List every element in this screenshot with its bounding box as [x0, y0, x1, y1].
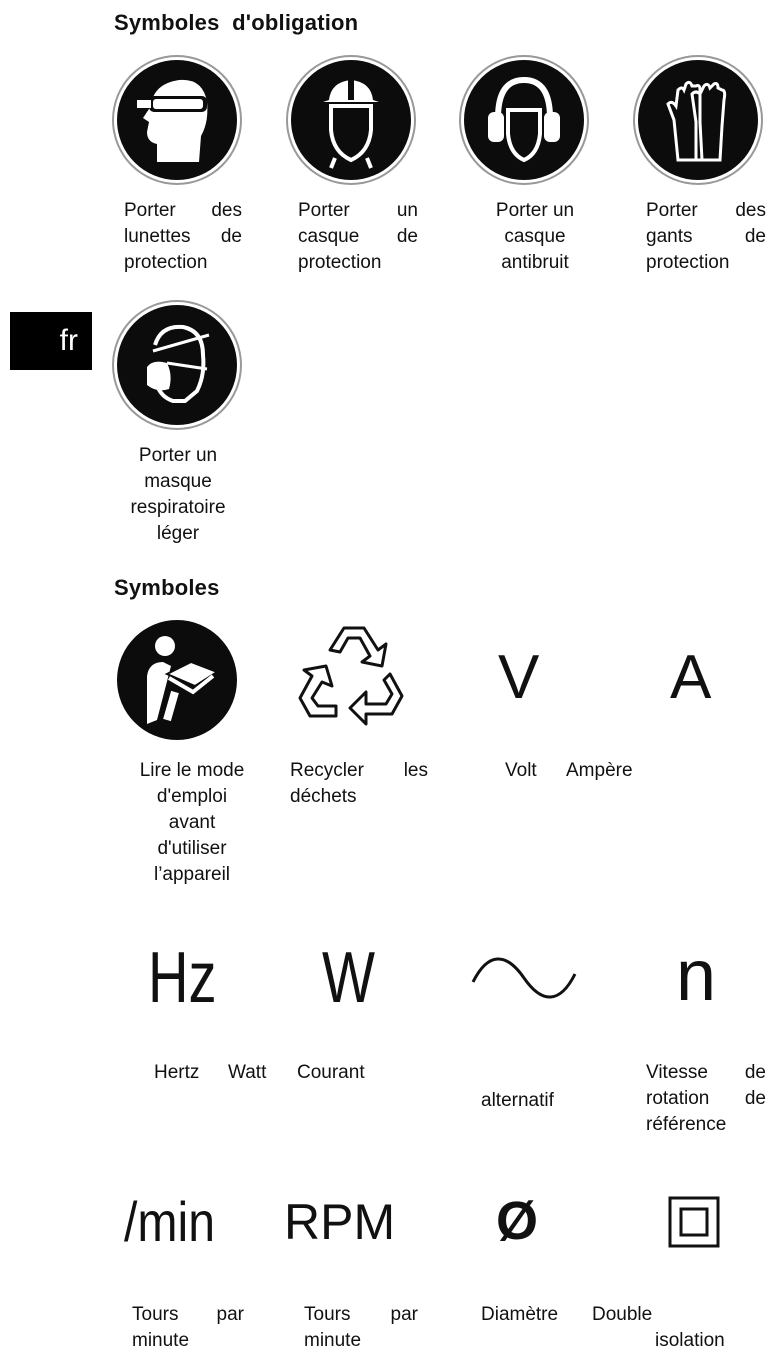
- language-tab: fr: [10, 312, 92, 370]
- hertz-symbol: Hz: [148, 938, 217, 1018]
- read-manual-icon: [117, 620, 237, 740]
- current-caption-line2: alternatif: [481, 1090, 554, 1111]
- alternating-current-icon: [470, 950, 578, 1006]
- diameter-caption: Diamètre: [481, 1304, 559, 1325]
- symbols-heading: Symboles: [114, 575, 220, 600]
- recycle-caption: Recycler les déchets: [290, 760, 428, 807]
- read-manual-caption: Lire le mode d'emploi avant d'utiliser l’appareil: [139, 760, 245, 885]
- rpm-caption: Tours par minute: [304, 1304, 418, 1351]
- watt-caption: Watt: [228, 1062, 267, 1083]
- double-insulation-icon: [668, 1196, 720, 1248]
- volt-symbol: V: [498, 643, 540, 712]
- hard-hat-icon: [291, 60, 411, 180]
- speed-symbol: n: [676, 936, 717, 1016]
- ampere-caption: Ampère: [566, 760, 633, 781]
- respirator-mask-icon: [117, 305, 237, 425]
- gloves-icon: [638, 60, 758, 180]
- goggles-caption: Porter des lunettes de protection: [124, 200, 242, 273]
- per-minute-symbol: /min: [124, 1190, 215, 1253]
- hard-hat-caption: Porter un casque de protection: [298, 200, 418, 273]
- ear-protection-icon: [464, 60, 584, 180]
- watt-symbol: W: [322, 938, 376, 1018]
- rpm-symbol: RPM: [284, 1194, 396, 1250]
- double-insulation-caption-line2: isolation: [655, 1330, 725, 1351]
- safety-goggles-icon: [117, 60, 237, 180]
- diameter-symbol: Ø: [496, 1191, 539, 1251]
- recycle-icon: [290, 620, 412, 732]
- per-minute-caption: Tours par minute: [132, 1304, 244, 1351]
- double-insulation-caption-line1: Double: [592, 1304, 653, 1325]
- obligation-heading: Symboles d'obligation: [114, 10, 359, 35]
- ear-protection-caption: Porter un casque antibruit: [495, 200, 575, 273]
- gloves-caption: Porter des gants de protection: [646, 200, 766, 273]
- ampere-symbol: A: [670, 643, 712, 712]
- volt-caption: Volt: [505, 760, 537, 781]
- hertz-caption: Hertz: [154, 1062, 200, 1083]
- current-caption-line1: Courant: [297, 1062, 365, 1083]
- speed-caption: Vitesse de rotation de référence: [646, 1062, 766, 1135]
- respirator-caption: Porter un masque respiratoire léger: [130, 445, 226, 544]
